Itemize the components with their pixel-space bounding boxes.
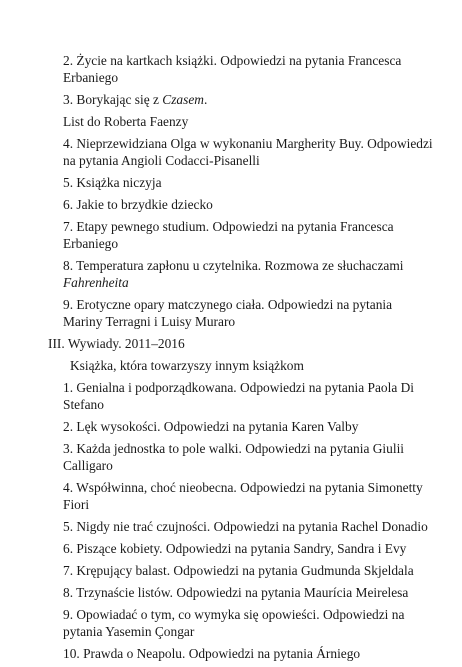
toc-entry: 10. Prawda o Neapolu. Odpowiedzi na pytania Árniego bbox=[63, 646, 361, 661]
toc-entry-text: . bbox=[203, 92, 208, 107]
toc-entry-emphasis: Czasem bbox=[162, 92, 204, 107]
toc-entry: 7. Krępujący balast. Odpowiedzi na pytania Gudmunda Skjeldala bbox=[63, 563, 414, 578]
toc-entry: 2. Lęk wysokości. Odpowiedzi na pytania Karen Valby bbox=[63, 419, 359, 434]
toc-entry: 8. Trzynaście listów. Odpowiedzi na pytania Maurícia Meirelesa bbox=[63, 585, 409, 600]
toc-entry: 6. Jakie to brzydkie dziecko bbox=[63, 197, 213, 212]
toc-entry: List do Roberta Faenzy bbox=[63, 114, 189, 129]
toc-entry: 5. Książka niczyja bbox=[63, 175, 162, 190]
section-heading: III. Wywiady. 2011–2016 bbox=[48, 336, 185, 351]
toc-entry: 6. Piszące kobiety. Odpowiedzi na pytania Sandry, Sandra i Evy bbox=[63, 541, 407, 556]
toc-entry: 7. Etapy pewnego studium. Odpowiedzi na pytania Francesca Erbaniego bbox=[63, 219, 394, 251]
toc-entry-emphasis: Fahrenheita bbox=[63, 275, 129, 290]
toc-entry-text: 8. Temperatura zapłonu u czytelnika. Rozmowa ze słuchaczami bbox=[63, 258, 404, 273]
toc-entry: 1. Genialna i podporządkowana. Odpowiedzi na pytania Paola Di Stefano bbox=[63, 380, 415, 412]
toc-entry: 5. Nigdy nie trać czujności. Odpowiedzi na pytania Rachel Donadio bbox=[63, 519, 428, 534]
table-of-contents bbox=[48, 52, 434, 667]
toc-entry: 9. Erotyczne opary matczynego ciała. Odpowiedzi na pytania Mariny Terragni i Luisy Muraro bbox=[63, 297, 393, 329]
toc-entry: 4. Współwinna, choć nieobecna. Odpowiedzi na pytania Simonetty Fiori bbox=[63, 480, 423, 512]
toc-entry: 3. Każda jednostka to pole walki. Odpowiedzi na pytania Giulii Calligaro bbox=[63, 441, 405, 473]
toc-entry: 2. Życie na kartkach książki. Odpowiedzi na pytania Francesca Erbaniego bbox=[63, 53, 402, 85]
toc-entry bbox=[63, 257, 434, 291]
toc-entry: 4. Nieprzewidziana Olga w wykonaniu Margherity Buy. Odpowiedzi na pytania Angioli Codacci-Pisanelli bbox=[63, 136, 433, 168]
section-intro: Książka, która towarzyszy innym książkom bbox=[70, 358, 304, 373]
toc-entry bbox=[63, 91, 434, 108]
toc-entry-text: 3. Borykając się z bbox=[63, 92, 163, 107]
toc-entry: 9. Opowiadać o tym, co wymyka się opowieści. Odpowiedzi na pytania Yasemin Çongar bbox=[63, 607, 405, 639]
